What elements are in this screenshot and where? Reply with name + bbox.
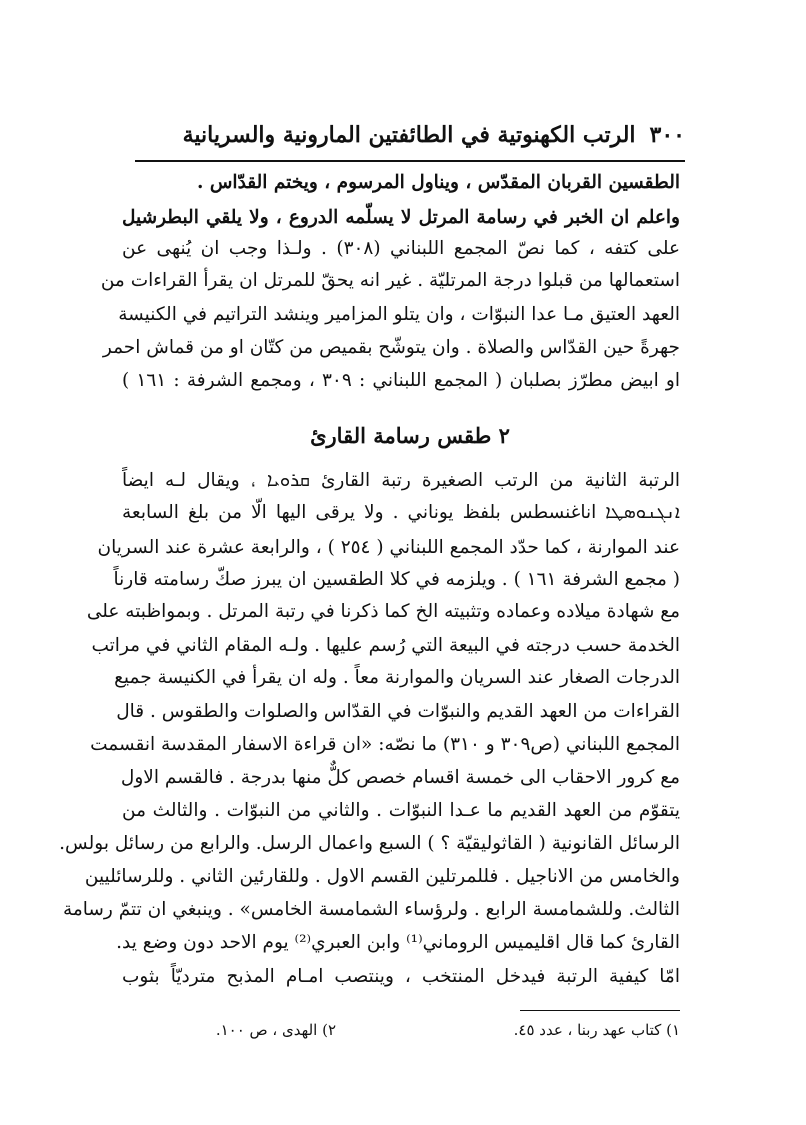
text-line: ܐܢܓܢܘܣܛܐ اناغنسطس بلفظ يوناني . ولا يرقى اليها الّا من بلغ السابعة <box>122 502 680 523</box>
text-line: واعلم ان الخبر في رسامة المرتل لا يسلّمه الدروع ، ولا يلقي البطرشيل <box>122 207 680 228</box>
text-line: الطقسين القربان المقدّس ، ويناول المرسوم ، ويختم القدّاس . <box>196 172 680 193</box>
footnote-1: ١) كتاب عهد ربنا ، عدد ٤٥. <box>513 1021 680 1039</box>
header-rule <box>135 160 685 162</box>
text-line: والخامس من الاناجيل . فللمرتلين القسم الاول . وللقارئين الثاني . وللرسائليين <box>84 866 680 887</box>
text-line: على كتفه ، كما نصّ المجمع اللبناني (٣٠٨) . ولـذا وجب ان يُنهى عن <box>122 238 680 259</box>
text-line: عند الموارنة ، كما حدّد المجمع اللبناني ( ٢٥٤ ) ، والرابعة عشرة عند السريان <box>97 537 680 558</box>
text-line: القارئ كما قال اقليميس الروماني⁽¹⁾ وابن العبري⁽²⁾ يوم الاحد دون وضع يد. <box>116 932 680 953</box>
text-line: المجمع اللبناني (ص٣٠٩ و ٣١٠) ما نصّه: «ان قراءة الاسفار المقدسة انقسمت <box>90 734 680 755</box>
footnote-rule <box>520 1010 680 1011</box>
page-number: ٣٠٠ <box>649 122 685 148</box>
text-line: يتقوّم من العهد القديم ما عـدا النبوّات . والثاني من النبوّات . والثالث من <box>122 800 680 821</box>
text-line: ( مجمع الشرفة ١٦١ ) . ويلزمه في كلا الطقسين ان يبرز صكّ رسامته قارناً <box>113 569 680 590</box>
footnote-2: ٢) الهدى ، ص ١٠٠. <box>215 1021 336 1039</box>
text-line: استعمالها من قبلوا درجة المرتليّة . غير انه يحقّ للمرتل ان يقرأ القراءات من <box>100 270 680 291</box>
text-line: مع كرور الاحقاب الى خمسة اقسام خصص كلٌّ منها بدرجة . فالقسم الاول <box>120 767 680 788</box>
text-line: مع شهادة ميلاده وعماده وتثبيته الخ كما ذكرنا في رتبة المرتل . وبمواظبته على <box>86 601 680 622</box>
text-line: الرسائل القانونية ( القاثوليقيّة ؟ ) السبع واعمال الرسل. والرابع من رسائل بولس. <box>59 833 680 854</box>
text-line: او ابيض مطرّز بصلبان ( المجمع اللبناني : ٣٠٩ ، ومجمع الشرفة : ١٦١ ) <box>122 370 681 391</box>
text-line: الخدمة حسب درجته في البيعة التي رُسم عليها . ولـه المقام الثاني في مراتب <box>91 635 680 656</box>
text-line: جهرةً حين القدّاس والصلاة . وان يتوشّح بقميص من كتّان او من قماش احمر <box>102 337 680 358</box>
running-header <box>182 112 685 158</box>
text-line: الرتبة الثانية من الرتب الصغيرة رتبة القارئ ܩܪܘܝܐ ، ويقال لـه ايضاً <box>122 470 680 491</box>
text-line: الثالث. وللشمامسة الرابع . ولرؤساء الشمامسة الخامس» . وينبغي ان تتمّ رسامة <box>62 899 680 920</box>
running-title: الرتب الكهنوتية في الطائفتين المارونية والسريانية <box>182 122 636 148</box>
text-line: امّا كيفية الرتبة فيدخل المنتخب ، وينتصب امـام المذبح مترديّاً بثوب <box>122 966 680 987</box>
section-heading: ٢ طقس رسامة القارئ <box>310 423 510 448</box>
text-line: العهد العتيق مـا عدا النبوّات ، وان يتلو المزامير وينشد التراتيم في الكنيسة <box>118 304 680 325</box>
text-line: القراءات من العهد القديم والنبوّات في القدّاس والصلوات والطقوس . قال <box>116 701 680 722</box>
text-line: الدرجات الصغار عند السريان والموارنة معاً . وله ان يقرأ في الكنيسة جميع <box>114 667 680 688</box>
